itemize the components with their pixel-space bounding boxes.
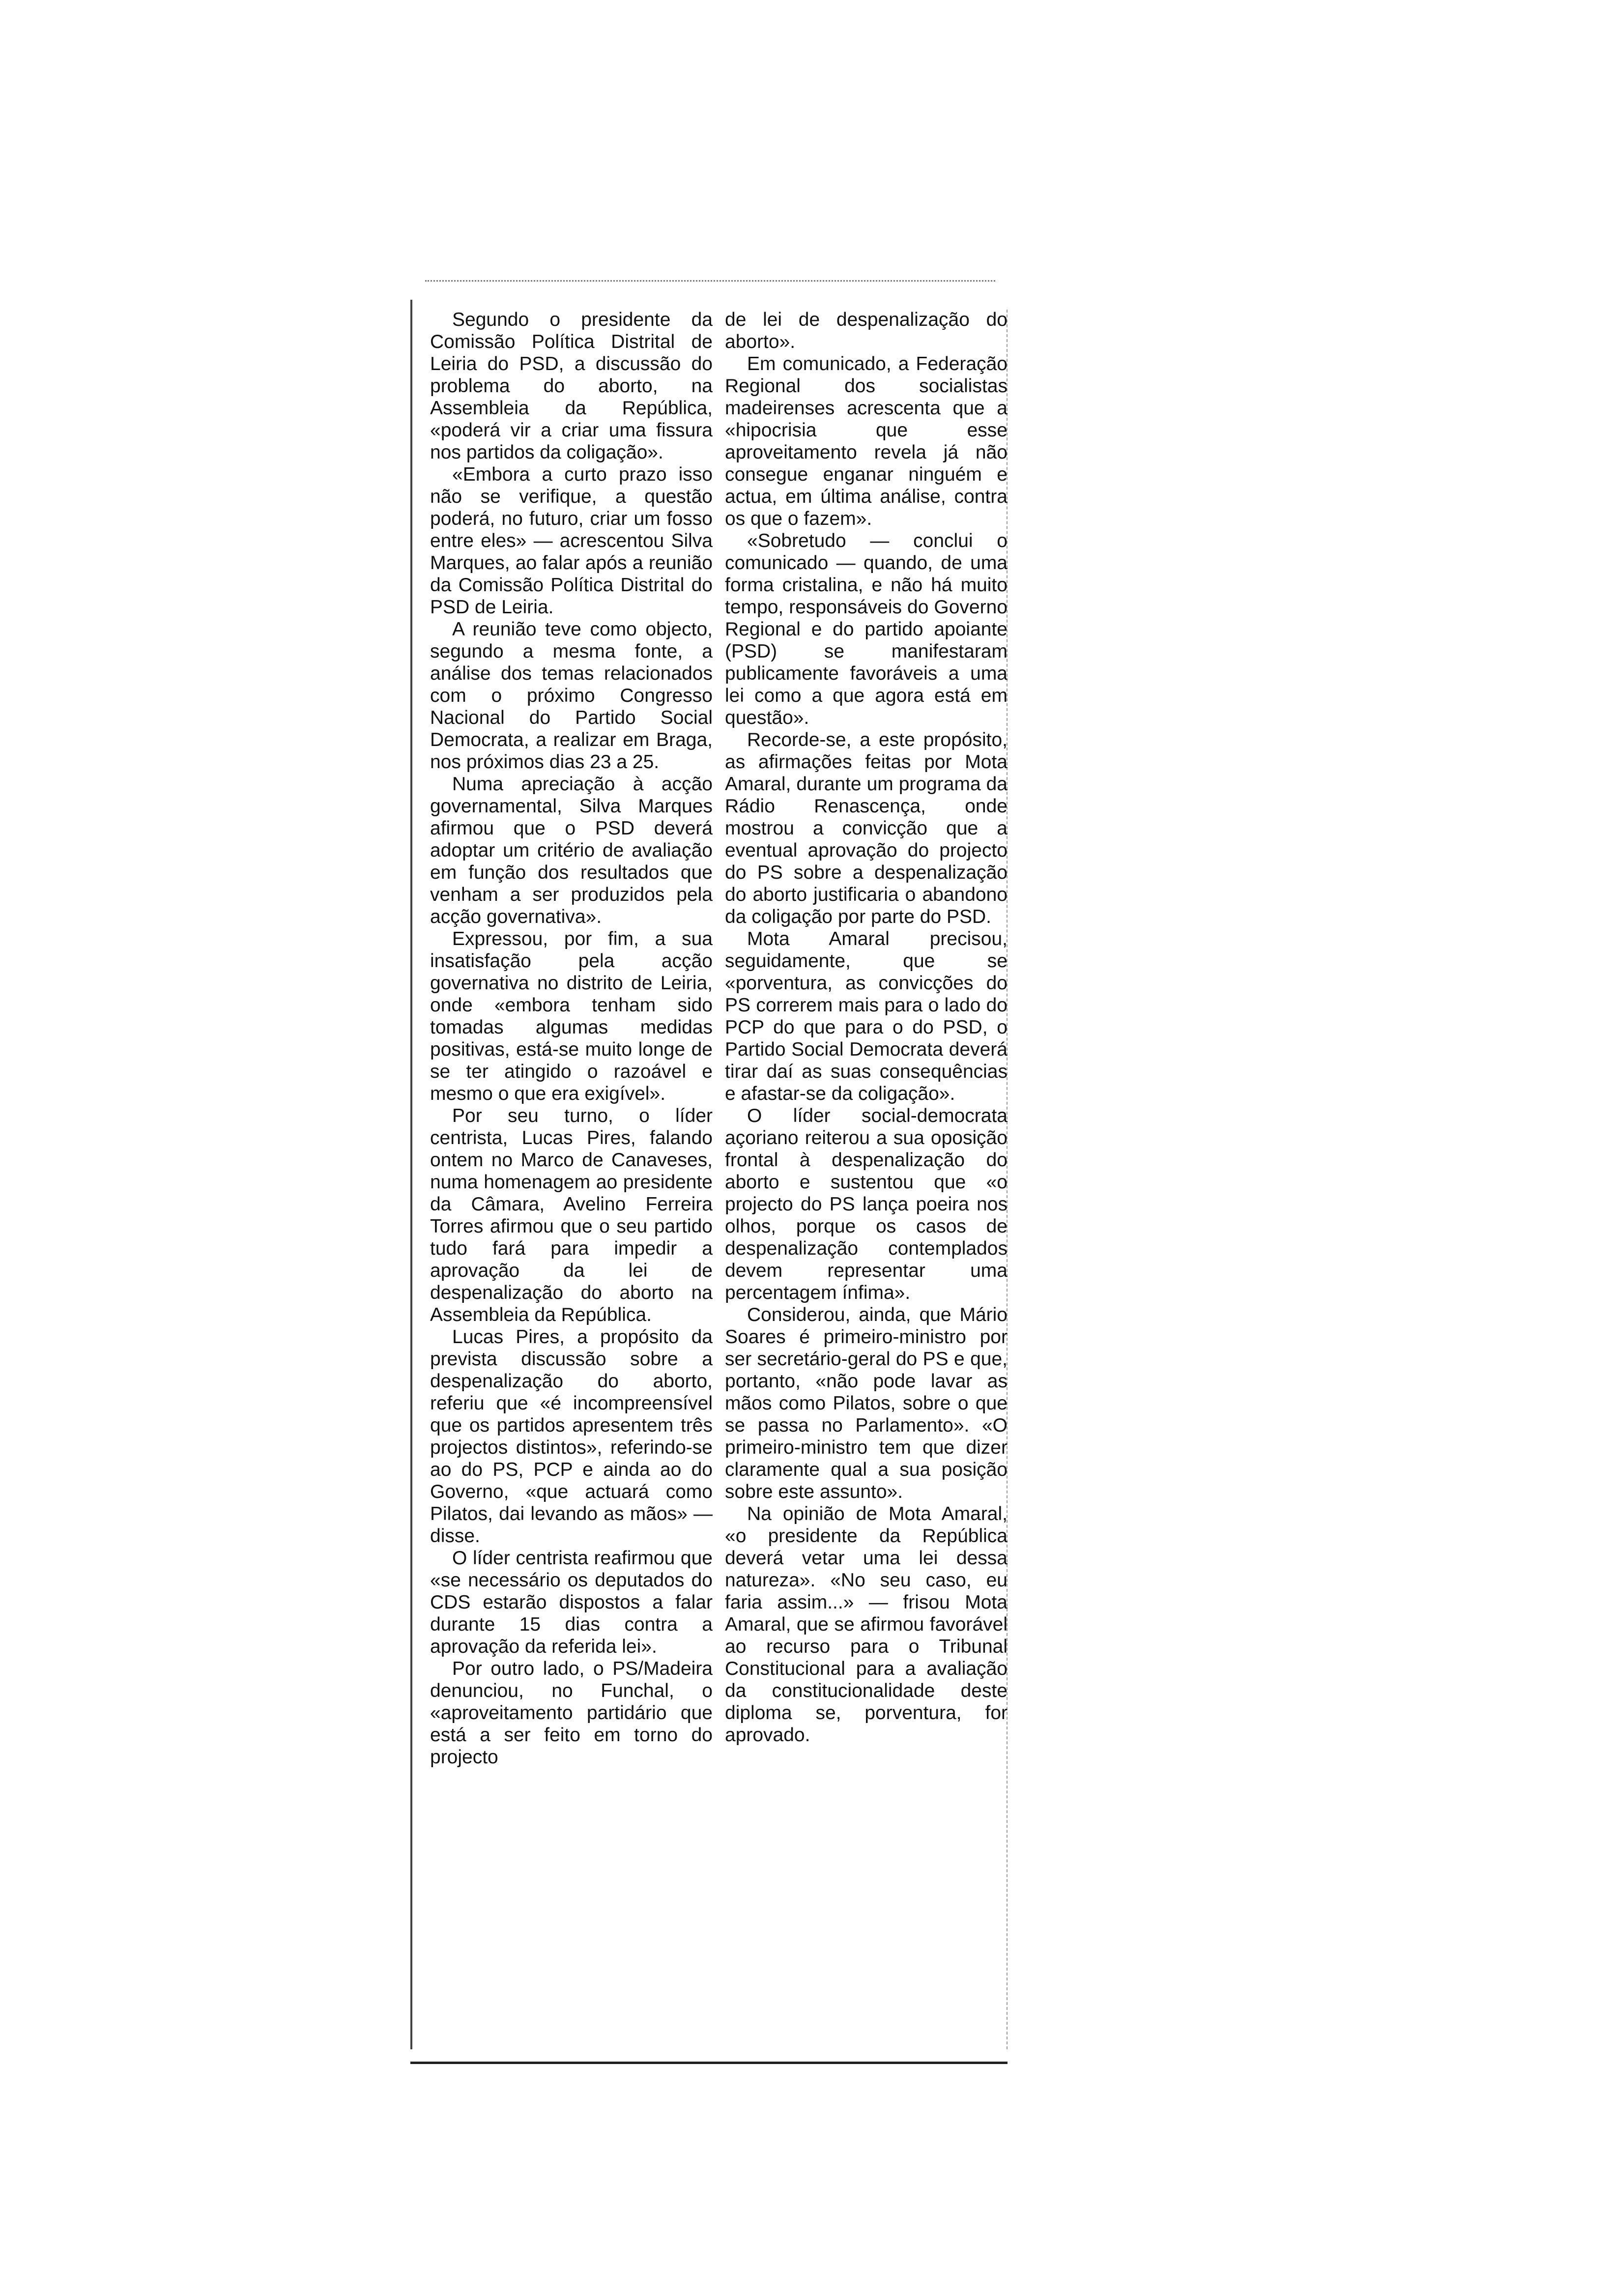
clipping-top-edge — [425, 280, 995, 282]
paragraph: Considerou, ainda, que Mário Soares é primeiro-ministro por ser secretário-geral do PS e que, portanto, «não pode lavar as mãos como Pilatos, sobre o que se passa no Parlamento». «O primeiro-ministro tem que dizer claramente qual a sua posição sobre este assunto». — [725, 1304, 1008, 1502]
clipping-left-edge — [410, 300, 412, 2049]
article-column-left — [430, 309, 713, 2058]
article-column-right — [725, 309, 1008, 2058]
paragraph: Expressou, por fim, a sua insatisfação pela acção governativa no distrito de Leiria, onde «embora tenham sido tomadas algumas medidas positivas, está-se muito longe de se ter atingido o razoável e mesmo o que era exigível». — [430, 928, 713, 1104]
newspaper-clipping — [410, 280, 1008, 2064]
paragraph: O líder social-democrata açoriano reiterou a sua oposição frontal à despenalização do aborto e sustentou que «o projecto do PS lança poeira nos olhos, porque os casos de despenalização contemplados devem representar uma percentagem ínfima». — [725, 1105, 1008, 1303]
paragraph: Na opinião de Mota Amaral, «o presidente da República deverá vetar uma lei dessa natureza». «No seu caso, eu faria assim...» — frisou Mota Amaral, que se afirmou favorável ao recurso para o Tribunal Constitucional para a avaliação da constitucionalidade deste diploma se, porventura, for aprovado. — [725, 1503, 1008, 1746]
paragraph: Por outro lado, o PS/Madeira denunciou, no Funchal, o «aproveitamento partidário que está a ser feito em torno do projecto — [430, 1658, 713, 1768]
paragraph: Segundo o presidente da Comissão Política Distrital de Leiria do PSD, a discussão do problema do aborto, na Assembleia da República, «poderá vir a criar uma fissura nos partidos da coligação». — [430, 309, 713, 463]
paragraph: «Embora a curto prazo isso não se verifique, a questão poderá, no futuro, criar um fosso entre eles» — acrescentou Silva Marques, ao falar após a reunião da Comissão Política Distrital do PSD de Leiria. — [430, 464, 713, 618]
paragraph: O líder centrista reafirmou que «se necessário os deputados do CDS estarão dispostos a falar durante 15 dias contra a aprovação da referida lei». — [430, 1548, 713, 1657]
paragraph: Por seu turno, o líder centrista, Lucas Pires, falando ontem no Marco de Canaveses, numa homenagem ao presidente da Câmara, Avelino Ferreira Torres afirmou que o seu partido tudo fará para impedir a aprovação da lei de despenalização do aborto na Assembleia da República. — [430, 1105, 713, 1325]
paragraph: «Sobretudo — conclui o comunicado — quando, de uma forma cristalina, e não há muito tempo, responsáveis do Governo Regional e do partido apoiante (PSD) se manifestaram publicamente favoráveis a uma lei como a que agora está em questão». — [725, 530, 1008, 728]
paragraph: Recorde-se, a este propósito, as afirmações feitas por Mota Amaral, durante um programa da Rádio Renascença, onde mostrou a convicção que a eventual aprovação do projecto do PS sobre a despenalização do aborto justificaria o abandono da coligação por parte do PSD. — [725, 729, 1008, 927]
paragraph: Em comunicado, a Federação Regional dos socialistas madeirenses acrescenta que a «hipocrisia que esse aproveitamento revela já não consegue enganar ninguém e actua, em última análise, contra os que o fazem». — [725, 353, 1008, 529]
clipping-bottom-edge — [410, 2062, 1008, 2064]
paragraph: Numa apreciação à acção governamental, Silva Marques afirmou que o PSD deverá adoptar um critério de avaliação em função dos resultados que venham a ser produzidos pela acção governativa». — [430, 774, 713, 927]
paragraph: Mota Amaral precisou, seguidamente, que se «porventura, as convicções do PS correrem mais para o lado do PCP do que para o do PSD, o Partido Social Democrata deverá tirar daí as suas consequências e afastar-se da coligação». — [725, 928, 1008, 1104]
paragraph: A reunião teve como objecto, segundo a mesma fonte, a análise dos temas relacionados com o próximo Congresso Nacional do Partido Social Democrata, a realizar em Braga, nos próximos dias 23 a 25. — [430, 619, 713, 773]
paragraph-continued: de lei de despenalização do aborto». — [725, 309, 1008, 352]
paragraph: Lucas Pires, a propósito da prevista discussão sobre a despenalização do aborto, referiu que «é incompreensível que os partidos apresentem três projectos distintos», referindo-se ao do PS, PCP e ainda ao do Governo, «que actuará como Pilatos, dai levando as mãos» — disse. — [430, 1326, 713, 1547]
